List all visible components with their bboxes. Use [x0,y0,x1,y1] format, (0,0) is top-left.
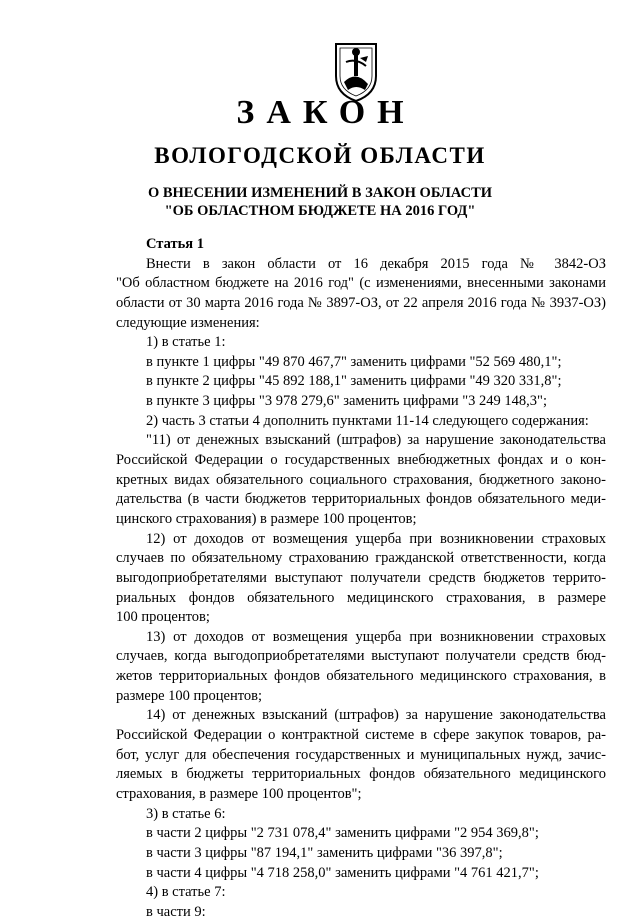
article-heading: Статья 1 [146,236,204,252]
subtitle-line-1: О ВНЕСЕНИИ ИЗМЕНЕНИЙ В ЗАКОН ОБЛАСТИ [147,185,493,201]
text-line: "11) от денежных взысканий (штрафов) за нарушение законодательства [146,432,606,449]
text-line: в части 9: [146,903,206,920]
text-line: Российской Федерации о государственных внебюджетных фондах и о кон- [116,452,606,469]
law-title: ЗАКОН [236,94,416,131]
text-line: Внести в закон области от 16 декабря 2015 года № 3842-ОЗ [146,255,606,272]
text-line: жетов территориальных фондов обязательного медицинского страхования, в [116,668,606,685]
text-line: 4) в статье 7: [146,884,226,901]
subtitle-line-2: "ОБ ОБЛАСТНОМ БЮДЖЕТЕ НА 2016 ГОД" [164,203,476,219]
text-line: в части 2 цифры "2 731 078,4" заменить цифрами "2 954 369,8"; [146,825,539,842]
text-line: 14) от денежных взысканий (штрафов) за нарушение законодательства [146,707,606,724]
text-line: случаев по обязательному страхованию гражданской ответственности, когда [116,550,606,567]
text-line: случаев, когда выгодоприобретателями выступают получатели средств бюд- [116,648,606,665]
text-line: "Об областном бюджете на 2016 год" (с изменениями, внесенными законами [116,275,606,292]
text-line: в пункте 1 цифры "49 870 467,7" заменить цифрами "52 569 480,1"; [146,353,562,370]
text-line: кретных видах обязательного социального страхования, бюджетного законо- [116,471,606,488]
article-body [116,235,606,922]
text-line: в пункте 2 цифры "45 892 188,1" заменить цифрами "49 320 331,8"; [146,373,562,390]
text-line: бот, услуг для обеспечения государственных и муниципальных нужд, зачис- [116,746,606,763]
text-line: размере 100 процентов; [116,687,262,704]
text-line: 13) от доходов от возмещения ущерба при возникновении страховых [146,628,606,645]
text-line: риальных фондов обязательного медицинского страхования, в размере [116,589,606,606]
text-line: страхования, в размере 100 процентов"; [116,785,362,802]
text-line: 2) часть 3 статьи 4 дополнить пунктами 11-14 следующего содержания: [146,412,589,429]
text-line: цинского страхования) в размере 100 процентов; [116,510,417,527]
text-line: дательства (в части бюджетов территориальных фондов обязательного меди- [116,491,606,508]
text-line: области от 30 марта 2016 года № 3897-ОЗ, от 22 апреля 2016 года № 3937-ОЗ) [116,294,606,311]
text-line: Российской Федерации о контрактной системе в сфере закупок товаров, ра- [116,727,606,744]
text-line: 1) в статье 1: [146,334,226,351]
text-line: следующие изменения: [116,314,260,331]
text-line: выгодоприобретателями выступают получатели средств бюджетов террито- [116,569,606,586]
text-line: 100 процентов; [116,609,210,626]
text-line: ляемых в бюджеты территориальных фондов обязательного медицинского [116,766,606,783]
law-subtitle [0,184,640,220]
text-line: в части 3 цифры "87 194,1" заменить цифрами "36 397,8"; [146,844,503,861]
text-line: в части 4 цифры "4 718 258,0" заменить цифрами "4 761 421,7"; [146,864,539,881]
text-line: в пункте 3 цифры "3 978 279,6" заменить цифрами "3 249 148,3"; [146,393,548,410]
region-title: ВОЛОГОДСКОЙ ОБЛАСТИ [154,143,486,168]
text-line: 12) от доходов от возмещения ущерба при возникновении страховых [146,530,606,547]
text-line: 3) в статье 6: [146,805,226,822]
